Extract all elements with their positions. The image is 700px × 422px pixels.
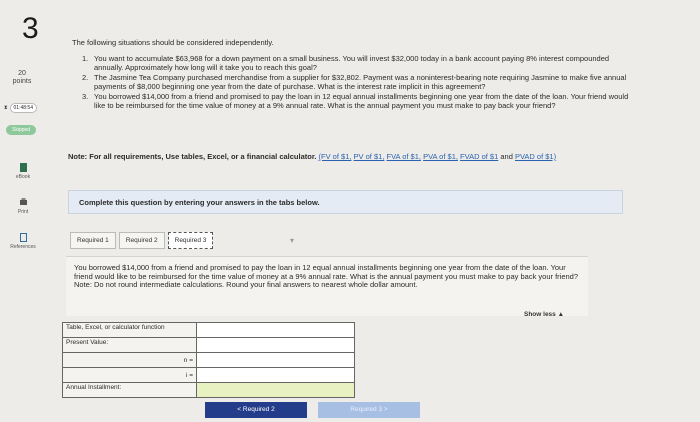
table-row <box>63 338 355 353</box>
points-value: 20 <box>18 70 26 77</box>
table-row <box>63 383 355 398</box>
present-value-input[interactable] <box>197 338 355 353</box>
header-cell: Table, Excel, or calculator function <box>63 323 197 338</box>
instruction-box: Complete this question by entering your answers in the tabs below. <box>68 190 623 214</box>
annual-installment-input[interactable] <box>197 383 355 398</box>
situations-list <box>82 54 637 111</box>
link-pvad[interactable]: PVAD of $1) <box>514 152 557 161</box>
ebook-label: eBook <box>15 174 31 180</box>
print-button[interactable] <box>4 198 42 215</box>
requirement-tabs <box>68 226 288 254</box>
present-value-label: Present Value: <box>63 338 197 353</box>
next-required-button[interactable]: Required 3 > <box>318 402 420 418</box>
tab-required-3[interactable]: Required 3 <box>168 232 214 249</box>
question-body: You borrowed $14,000 from a friend and promised to pay the loan in 12 equal annual installments beginning one year from the date of the loan. Your friend would like to be reimbursed for the time value of money at a 9% annual rate. What is the annual payment you must make to pay back your friend? <box>74 263 579 281</box>
list-item: 2. The Jasmine Tea Company purchased merchandise from a supplier for $32,802. Payment was a noninterest-bearing note requiring Jasmine to make five annual payments of $8,000 beginning one year from the date of purchase. What is the interest rate implicit in this agreement? <box>82 73 627 91</box>
n-label: n = <box>63 353 197 368</box>
n-input[interactable] <box>197 353 355 368</box>
sidebar <box>0 0 50 422</box>
link-pv[interactable]: PV of $1, <box>353 152 385 161</box>
skipped-badge: Skipped <box>6 125 36 135</box>
link-fva[interactable]: FVA of $1, <box>386 152 421 161</box>
references-label: References <box>10 244 36 250</box>
printer-icon <box>20 198 27 207</box>
show-less-link[interactable]: Show less ▲ <box>524 311 565 318</box>
list-item: 1. You want to accumulate $63,968 for a down payment on a small business. You will invest $32,000 today in a bank account paying 8% interest compounded annually. Approximately how long will it take you to reach this goal? <box>82 54 610 72</box>
list-item: 3. You borrowed $14,000 from a friend and promised to pay the loan in 12 equal annual installments beginning one year from the date of the loan. Your friend would like to be reimbursed for the time value of money at a 9% annual rate. What is the annual payment you must make to pay back your friend? <box>82 92 629 110</box>
table-row <box>63 353 355 368</box>
timer-icon: ⧗ <box>4 105 8 111</box>
note-bold: Note: For all requirements, Use tables, Excel, or a financial calculator. <box>68 152 317 161</box>
link-pva[interactable]: PVA of $1, <box>423 152 458 161</box>
print-label: Print <box>17 209 29 215</box>
prev-required-button[interactable]: < Required 2 <box>205 402 307 418</box>
question-number: 3 <box>22 12 39 45</box>
points <box>4 70 40 86</box>
table-row <box>63 368 355 383</box>
timer-value: 01:48:54 <box>10 103 37 113</box>
references-icon <box>20 233 27 242</box>
table-row <box>63 323 355 338</box>
book-icon <box>20 163 27 172</box>
function-input[interactable] <box>197 323 355 338</box>
i-input[interactable] <box>197 368 355 383</box>
note-and: and <box>500 152 513 161</box>
link-fvad[interactable]: FVAD of $1 <box>460 152 499 161</box>
i-label: i = <box>63 368 197 383</box>
points-label: points <box>12 78 32 85</box>
references-button[interactable] <box>4 233 42 250</box>
calculation-table <box>62 322 355 398</box>
question-text <box>74 264 584 290</box>
question-note: Note: Do not round intermediate calculations. Round your final answers to nearest whole dollar amount. <box>74 280 418 289</box>
tab-required-2[interactable]: Required 2 <box>119 232 165 249</box>
cursor-icon: ▾ <box>290 236 295 245</box>
requirements-note <box>68 152 648 161</box>
intro-text: The following situations should be considered independently. <box>72 38 274 47</box>
link-fv[interactable]: (FV of $1, <box>318 152 352 161</box>
timer <box>4 103 46 113</box>
annual-installment-label: Annual Installment: <box>63 383 197 398</box>
ebook-button[interactable] <box>4 163 42 180</box>
tab-required-1[interactable]: Required 1 <box>70 232 116 249</box>
